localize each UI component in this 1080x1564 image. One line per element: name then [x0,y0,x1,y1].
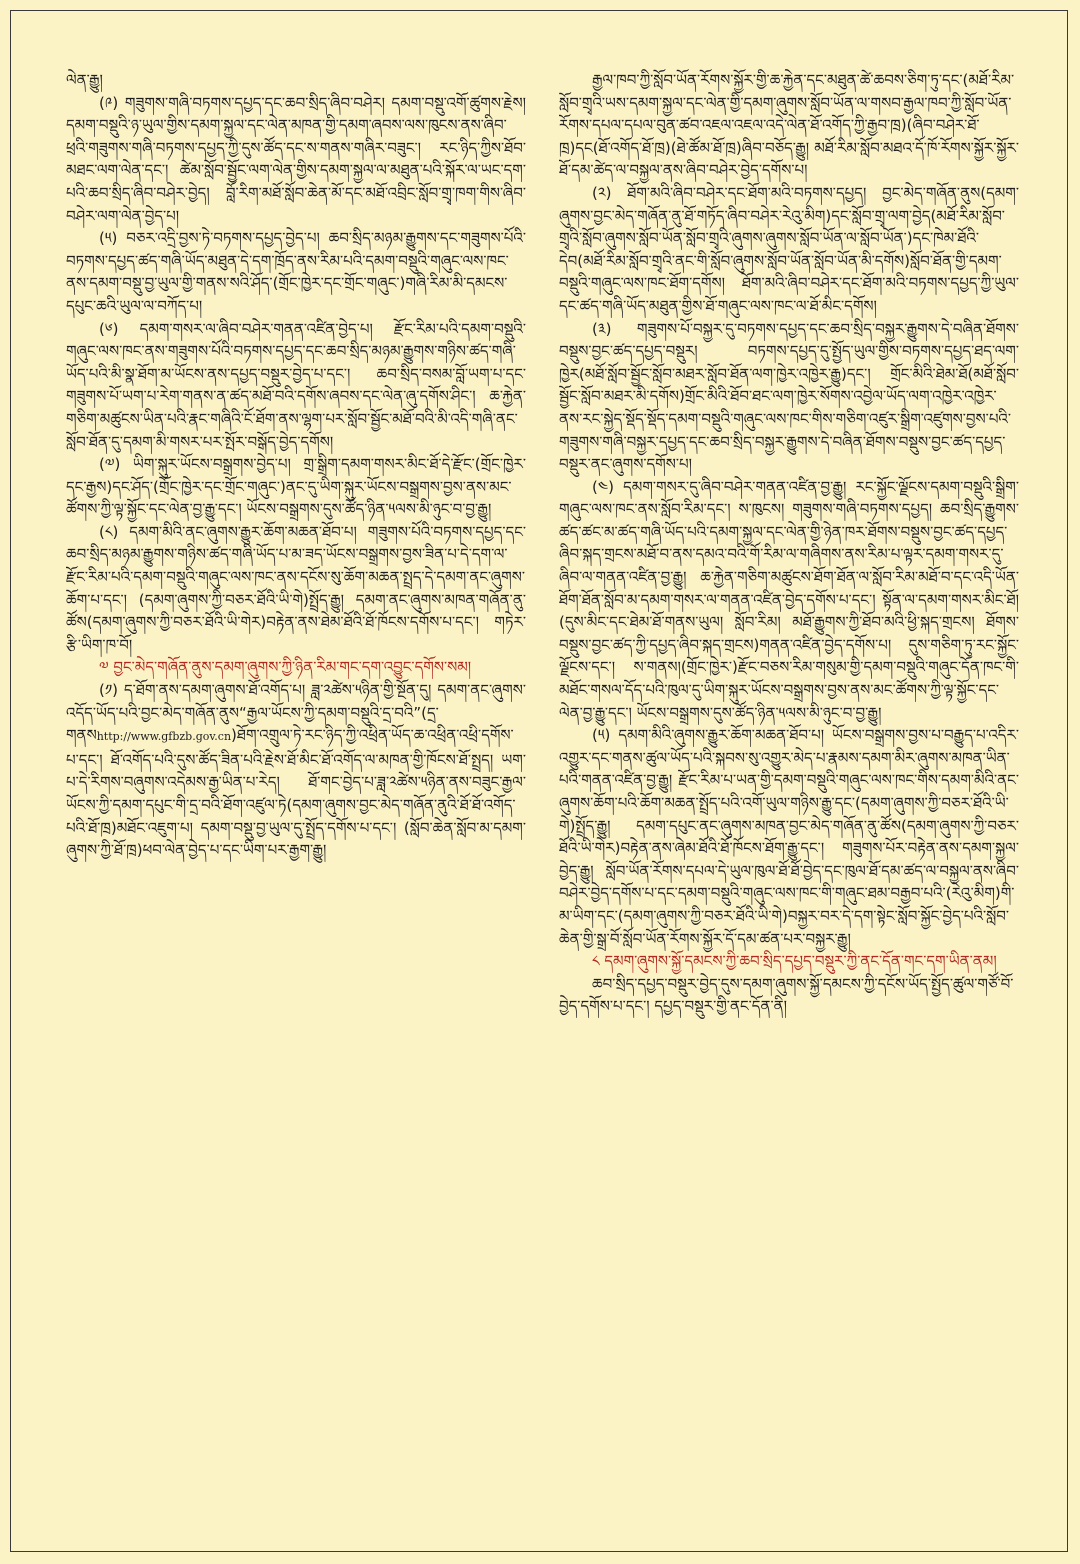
paragraph [66,679,526,862]
paragraph: (༢) ཐོག་མའི་ཞིབ་བཤེར་དང་ཐོག་མའི་བཏགས་དཔྱད། བྱང་མེད་གཞོན་ནུས(དམག་ཞུགས་བྱང་མེད་གཞོན་ནུ་ཐོ་གཏོད་ཞིབ་བཤེར་རེའུ་མིག)དང་སློབ་གྲྭ་ལག་བྱེད(མཐོ་རིམ་སློབ་གྲྭའི་སློབ་ཞུགས་སློབ་ཡོན་སློབ་གྲྭའི་ཞུགས་ཞུགས་སློབ་ཡོན་ལ་སློབ་ཡོན་)དང་ཁེམ་ཐོའི་དེབ(མཐོ་རིམ་སློབ་གྲྭའི་ནང་གི་སློབ་ཞུགས་སློབ་ཡོན་སློབ་ཡོན་མི་དགོས)སློབ་ཐོན་གྱི་དམག་བསྡུའི་གཞུང་ལས་ཁང་ཐོག་དགོས། ཐོག་མའི་ཞིབ་བཤེར་དང་ཐོག་མའི་བཏགས་དཔྱད་ཀྱི་ཡུལ་དང་ཚད་གཞི་ཡོད་མཐུན་གྱིས་ཐོ་གཞུང་ལས་ཁང་ལ་ཐོ་མིང་དགོས། [559,183,1019,315]
paragraph-text: (༡) ད་ཐོག་ནས་དམག་ཞུགས་ཐོ་འགོད་པ། ཟླ་༢ཚེས་༥ཉིན་གྱི་སྔོན་དུ། དམག་ནང་ཞུགས་འདོད་ཡོད་པའི་བྱང་མེད་གཞོན་ནུས“རྒྱལ་ཡོངས་ཀྱི་དམག་བསྡུའི་དྲ་བའི”(དྲ་གནས [66,681,526,745]
paragraph: ཆབ་སྲིད་དཔྱད་བསྡུར་བྱེད་དུས་དམག་ཞུགས་སྐྱོ་དམངས་ཀྱི་དངོས་ཡོད་སྤྱོད་ཚུལ་གཙོ་བོ་བྱེད་དགོས་པ་དང་། དཔྱད་བསྡུར་གྱི་ནང་དོན་ནི། [559,974,1014,1016]
paragraph: ལེན་རྒྱུ། [66,71,103,89]
left-column [66,69,526,1529]
paragraph: (༨) དམག་མིའི་ནང་ཞུགས་རྒྱུར་ཆོག་མཆན་ཐོབ་པ། གཟུགས་པོའི་བཏགས་དཔྱད་དང་ཆབ་སྲིད་མཉམ་རྒྱུགས་གཉིས་ཚད་གཞི་ཡོད་པ་མ་ཟད་ཡོངས་བསྒྲགས་བྱས་ཟིན་པ་དེ་དག་ལ་རྫོང་རིམ་པའི་དམག་བསྡུའི་གཞུང་ལས་ཁང་ནས་དངོས་སུ་ཆོག་མཆན་སྤྲད་དེ་དམག་ནང་ཞུགས་ཆོག་པ་དང་། (དམག་ཞུགས་ཀྱི་བཅར་ཐོའི་ཡི་གེ)སྤྲོད་རྒྱུ། དམག་ནང་ཞུགས་མཁན་གཞོན་ནུ་ཚོས(དམག་ཞུགས་ཀྱི་བཅར་ཐོའི་ཡི་གེར)བརྟེན་ནས་ཐེམ་ཐོའི་ཐོ་ཁོངས་དགོས་པ་དང་། གཏེར་རྩི་ཡིག་ཁ་བོ། [66,522,526,654]
paragraph: (༧) ཡིག་སྐུར་ཡོངས་བསྒྲགས་བྱེད་པ། གྲ་སྒྲིག་དམག་གསར་མིང་ཐོ་དེ་རྫོང་(གྲོང་ཁྱེར་དང་རྒྱས)དང་ཤོད་(གྲོང་ཁྱེར་དང་གྲོང་གཞུང་)ནང་དུ་ཡིག་སྐུར་ཡོངས་བསྒྲགས་བྱས་ནས་མང་ཚོགས་ཀྱི་ལྟ་སྐྱོང་དང་ལེན་བྱ་རྒྱུ་དང་། ཡོངས་བསྒྲགས་དུས་ཚོད་ཉིན་༥ལས་མི་ཉུང་བ་བྱ་རྒྱུ། [66,455,526,519]
paragraph: (༥) བཅར་འདྲི་བྱས་ཏེ་བཏགས་དཔྱད་བྱེད་པ། ཆབ་སྲིད་མཉམ་རྒྱུགས་དང་གཟུགས་པོའི་བཏགས་དཔྱད་ཚད་གཞི་ཡོད་མཐུན་དེ་དག་ཁྲོད་ནས་རིམ་པའི་དམག་བསྡུའི་གཞུང་ལས་ཁང་ནས་དམག་བསྡུ་བྱ་ཡུལ་གྱི་གནས་སའི་ཤོད་(གྲོང་ཁྱེར་དང་གྲོང་གཞུང་)གཞི་རིམ་མི་དམངས་དཔུང་ཆའི་ཡུལ་ལ་བཀོད་པ། [66,229,526,315]
paragraph: (༣) གཟུགས་པོ་བསྐྱར་དུ་བཏགས་དཔྱད་དང་ཆབ་སྲིད་བསྐྱར་རྒྱུགས་དེ་བཞིན་ཐོགས་བསྡུས་བྱང་ཚད་དཔྱད་བསྡུར། བཏགས་དཔྱད་དུ་སྤྱོད་ཡུལ་གྱིས་བཏགས་དཔྱད་ཐད་ལག་ཁྱེར(མཐོ་སློབ་སྦྱོང་སློབ་མཐར་སློབ་ཐོན་ལག་ཁྱེར་འཁྱེར་རྒྱུ)དང་། གྲོང་མིའི་ཐེམ་ཐོ(མཐོ་སློབ་སྦྱོང་སློབ་མཐར་མི་དགོས)གྲོང་མིའི་ཐོབ་ཐང་ལག་ཁྱེར་སོགས་འབྱེལ་ཡོད་ལག་འཁྱེར་འཁྱེར་ནས་རང་སྐྱེད་སྡོད་སྡོད་དམག་བསྡུའི་གཞུང་ལས་ཁང་གིས་གཅིག་འཛུར་སྒྲིག་འཛུགས་བྱས་པའི་གཟུགས་གཞི་བསྐྱར་དཔྱད་དང་ཆབ་སྲིད་བསྐྱར་རྒྱུགས་དེ་བཞིན་ཐོགས་བསྡུས་བྱང་ཚད་དཔྱད་བསྡུར་ནང་ཞུགས་དགོས་པ། [559,319,1019,474]
paragraph: (༥) དམག་མིའི་ཞུགས་རྒྱུར་ཆོག་མཆན་ཐོབ་པ། ཡོངས་བསྒྲགས་བྱས་པ་བརྒྱུད་པ་འདིར་འགྱུར་དང་གནས་ཚུལ་ཡོད་པའི་སྐབས་སུ་འགྱུར་མེད་པ་རྣམས་དམག་མིར་ཞུགས་མཁན་ཡིན་པའི་གནན་འཛིན་བྱ་རྒྱུ། རྫོང་རིམ་པ་ཡན་གྱི་དམག་བསྡུའི་གཞུང་ལས་ཁང་གིས་དམག་མིའི་ནང་ཞུགས་ཆོག་པའི་ཆོག་མཆན་སྤྲོད་པའི་འགོ་ཡུལ་གཉིས་རྒྱུ་དང་(དམག་ཞུགས་ཀྱི་བཅར་ཐོའི་ཡི་གེ)སྤྲོད་རྒྱུ། དམག་དཔུང་ནང་ཞུགས་མཁན་བྱང་མེད་གཞོན་ནུ་ཚོས(དམག་ཞུགས་ཀྱི་བཅར་ཐོའི་ཡི་གེར)བརྟེན་ནས་ཞེམ་ཐོའི་ཐོ་ཁོངས་ཐོག་རྒྱུ་དང་། གཟུགས་པོར་བརྟེན་ནས་དམག་སྐྱལ་བྱེད་རྒྱུ། སློབ་ཡོན་རོགས་དཔལ་དེ་ཡུལ་ཁུལ་ཐོ་ཐོ་བྱེད་དང་ཁུལ་ཐོ་དམ་ཚད་ལ་བསྐྱལ་ནས་ཞིབ་བཤེར་བྱེད་དགོས་པ་དང་དམག་བསྡུའི་གཞུང་ལས་ཁང་གི་གཞུང་ཐམ་བརྒྱབ་པའི་(རེའུ་མིག)གི་མ་ཡིག་དང་(དམག་ཞུགས་ཀྱི་བཅར་ཐོའི་ཡི་གེ)བསྐྱར་བར་དེ་དག་སྟེང་སློབ་སྐྱོང་བྱེད་པའི་སློབ་ཆེན་གྱི་སྒྲ་བོ་སློབ་ཡོན་རོགས་སྐྱོར་དོ་དམ་ཚན་པར་བསྐྱར་རྒྱུ། [559,726,1019,948]
website-url: http://www.gfbzb.gov.cn [96,730,232,744]
right-column [559,69,1019,1529]
paragraph: (༤) དམག་གསར་དུ་ཞིབ་བཤེར་གནན་འཛིན་བྱ་རྒྱུ། རང་སྐྱོང་ལྗོངས་དམག་བསྡུའི་སྒྲིག་གཞུང་ལས་ཁང་ནས་སློབ་རིམ་དང་། ས་ཁུངས། གཟུགས་གཞི་བཏགས་དཔྱད། ཆབ་སྲིད་རྒྱུགས་ཚད་ཚང་མ་ཚད་གཞི་ཡོད་པའི་དམག་སྐྱལ་དང་ལེན་གྱི་ཉེན་ཁར་ཐོགས་བསྡུས་བྱང་ཚད་དཔྱད་ཞིབ་སྐད་གྲངས་མཐོ་བ་ནས་དམའ་བའི་གོ་རིམ་ལ་གཞིགས་ནས་རིམ་པ་ལྟར་དམག་གསར་དུ་ཞིབ་ལ་གནན་འཛིན་བྱ་རྒྱུ། ཆ་རྐྱེན་གཅིག་མཚུངས་ཐོག་ཐོན་ལ་སློབ་རིམ་མཐོ་བ་དང་འདི་ཡོན་ཐོག་ཐོན་སློབ་མ་དམག་གསར་ལ་གནན་འཛིན་བྱེད་དགོས་པ་དང་། སྟོན་ལ་དམག་གསར་མིང་ཐོ། (དུས་མིང་དང་ཐེམ་ཐོ་གནས་ཡུལ། སློབ་རིམ། མཐོ་རྒྱུགས་ཀྱི་ཐོབ་མའི་ཕྱི་སྐད་གྲངས། ཐོགས་བསྡུས་བྱང་ཚད་ཀྱི་དཔྱད་ཞིབ་སྐད་གྲངས)གནན་འཛིན་བྱེད་དགོས་པ། དུས་གཅིག་ཏུ་རང་སྐྱོང་ལྗོངས་དང་། ས་གནས།(གྲོང་ཁྱེར་)རྫོང་བཅས་རིམ་གསུམ་གྱི་དམག་བསྡུའི་གཞུང་དོན་ཁང་གི་མཐོང་གསལ་དོད་པའི་ཁུལ་དུ་ཡིག་སྐུར་ཡོངས་བསྒྲགས་བྱས་ནས་མང་ཚོགས་ཀྱི་ལྟ་སྐྱོང་དང་ལེན་བྱ་རྒྱུ་དང་། ཡོངས་བསྒྲགས་དུས་ཚོད་ཉིན་༥ལས་མི་ཉུང་བ་བྱ་རྒྱུ། [559,477,1019,722]
paragraph: རྒྱལ་ཁབ་ཀྱི་སློབ་ཡོན་རོགས་སྐྱོར་གྱི་ཆ་རྐྱེན་དང་མཐུན་ཚེ་ཆབས་ཅིག་ཏུ་དང་(མཐོ་རིམ་སློབ་གྲྭའི་ཡས་དམག་སྐྱལ་དང་ལེན་གྱི་དམག་ཞུགས་སློབ་ཡོན་ལ་གསབ་རྒྱལ་ཁབ་ཀྱི་སློབ་ཡོན་རོགས་དཔལ་དཔལ་བུན་ཚབ་འཇལ་འཇལ་འདེ་ལེན་ཐོ་འགོད་ཀྱི་རྒྱབ་ཁྲ)(ཞིབ་བཤེར་ཐོ་ཁྲ)དང(ཐོ་འགོད་ཐོ་ཁྲ)(ཐེ་ཚོམ་ཐོ་ཁྲ)ཞིབ་བཅོད་རྒྱུ། མཐོ་རིམ་སློབ་མཐའ་དོ་ཁོ་རོགས་སྐྱོར་སྐྱོར་ཐོ་དམ་ཚེད་ལ་བསྐྱལ་ནས་ཞིབ་བཤེར་བྱེད་དགོས་པ། [559,71,1019,180]
document-page [10,10,1068,1552]
paragraph: (༩) གཟུགས་གཞི་བཏགས་དཔྱད་དང་ཆབ་སྲིད་ཞིབ་བཤེར། དམག་བསྡུ་འགོ་ཚུགས་རྗེས། དམག་བསྡུའི་ཉ་ཡུལ་གྱིས་དམག་སྐྱལ་དང་ལེན་མཁན་གྱི་དམག་ཞབས་ལས་ཁུངས་ནས་ཞིབ་ཕྲའི་གཟུགས་གཞི་བཏགས་དཔྱད་ཀྱི་དུས་ཚོད་དང་ས་གནས་གཞིར་བཟུང་། རང་ཉིད་ཀྱིས་ཐོབ་མཐང་ལག་ལེན་དང་། ཚེམ་སློབ་སྦྱོང་ལག་ལེན་གྱིས་དམག་སྐྱལ་ལ་མཐུན་པའི་སྐོར་ལ་ཡང་དག་པའི་ཆབ་སྲིད་ཞིབ་བཤེར་བྱེད། བློ་རིག་མཐོ་སློབ་ཆེན་མོ་དང་མཐོ་འབྲིང་སློབ་གྲྭ་ཁག་གིས་ཞིབ་བཤེར་ལག་ལེན་བྱེད་པ། [66,93,526,225]
section-heading: ༧ བྱང་མེད་གཞོན་ནུས་དམག་ཞུགས་ཀྱི་ཉིན་རིམ་གང་དག་འབྱུང་དགོས་སམ། [99,658,472,677]
section-heading: ༨ དམག་ཞུགས་སྐྱོ་དམངས་ཀྱི་ཆབ་སྲིད་དཔྱད་བསྡུར་ཀྱི་ནང་དོན་གང་དག་ཡིན་ནམ། [592,952,997,971]
paragraph: (༦) དམག་གསར་ལ་ཞིབ་བཤེར་གནན་འཛིན་བྱེད་པ། རྫོང་རིམ་པའི་དམག་བསྡུའི་གཞུང་ལས་ཁང་ནས་གཟུགས་པོའི་བཏགས་དཔྱད་དང་ཆབ་སྲིད་མཉམ་རྒྱུགས་གཉིས་ཚད་གཞི་ཡོད་པའི་མི་སྣ་ཐོག་མ་ཡོངས་ནས་དཔྱད་བསྡུར་བྱེད་པ་དང་། ཆབ་སྲིད་བསམ་བློ་ཡག་པ་དང་གཟུགས་པོ་ཡག་པ་རེག་གནས་ན་ཚད་མཐོ་བའི་དགོས་ཞབས་དང་ལེན་ཞུ་དགོས་ཤིང་། ཆ་རྐྱེན་གཅིག་མཚུངས་ཡིན་པའི་རྣང་གཞིའི་ངོ་ཐོག་ནས་ལྷག་པར་སློབ་སྦྱོང་མཐོ་བའི་མི་འདི་གཞི་ནང་སློབ་ཐོན་དུ་དམག་མི་གསར་པར་སྤོར་བསྒོད་བྱེད་དགོས། [66,319,526,451]
paragraph-text: )ཐོག་འགྲུལ་ཏེ་རང་ཉིད་ཀྱི་འཕྲིན་ཡོད་ཆ་འཕྲིན་འཕྲི་དགོས་པ་དང་། ཐོ་འགོད་པའི་དུས་ཚོད་ཟིན་པའི་རྗེས་ཐོ་མིང་ཐོ་འགོད་ལ་མཁན་གྱི་ཁོངས་ཐོ་སྤྲད། ཡག་པ་དེ་རིགས་བཞུགས་འདེམས་རྒྱ་ཡིན་པ་རེད། ཐོ་གང་བྱེད་པ་ཟླ་༢ཚེས་༥ཉིན་ནས་བཟུང་རྒྱལ་ཡོངས་ཀྱི་དམག་དཔུང་གི་དྲ་བའི་ཐོག་འཛུལ་ཏེ(དམག་ཞུགས་བྱང་མེད་གཞོན་ནུའི་ཐོ་ཐོ་འགོད་པའི་ཐོ་ཁྲ)མཐོང་འཇུག་པ། དམག་བསྡུ་བྱ་ཡུལ་དུ་སྤྲོད་དགོས་པ་དང་། (སློབ་ཆེན་སློབ་མ་དམག་ཞུགས་ཀྱི་ཐོ་ཁྲ)ཕབ་ལེན་བྱེད་པ་དང་ཡིག་པར་རྒྱག་རྒྱུ། [66,726,526,860]
